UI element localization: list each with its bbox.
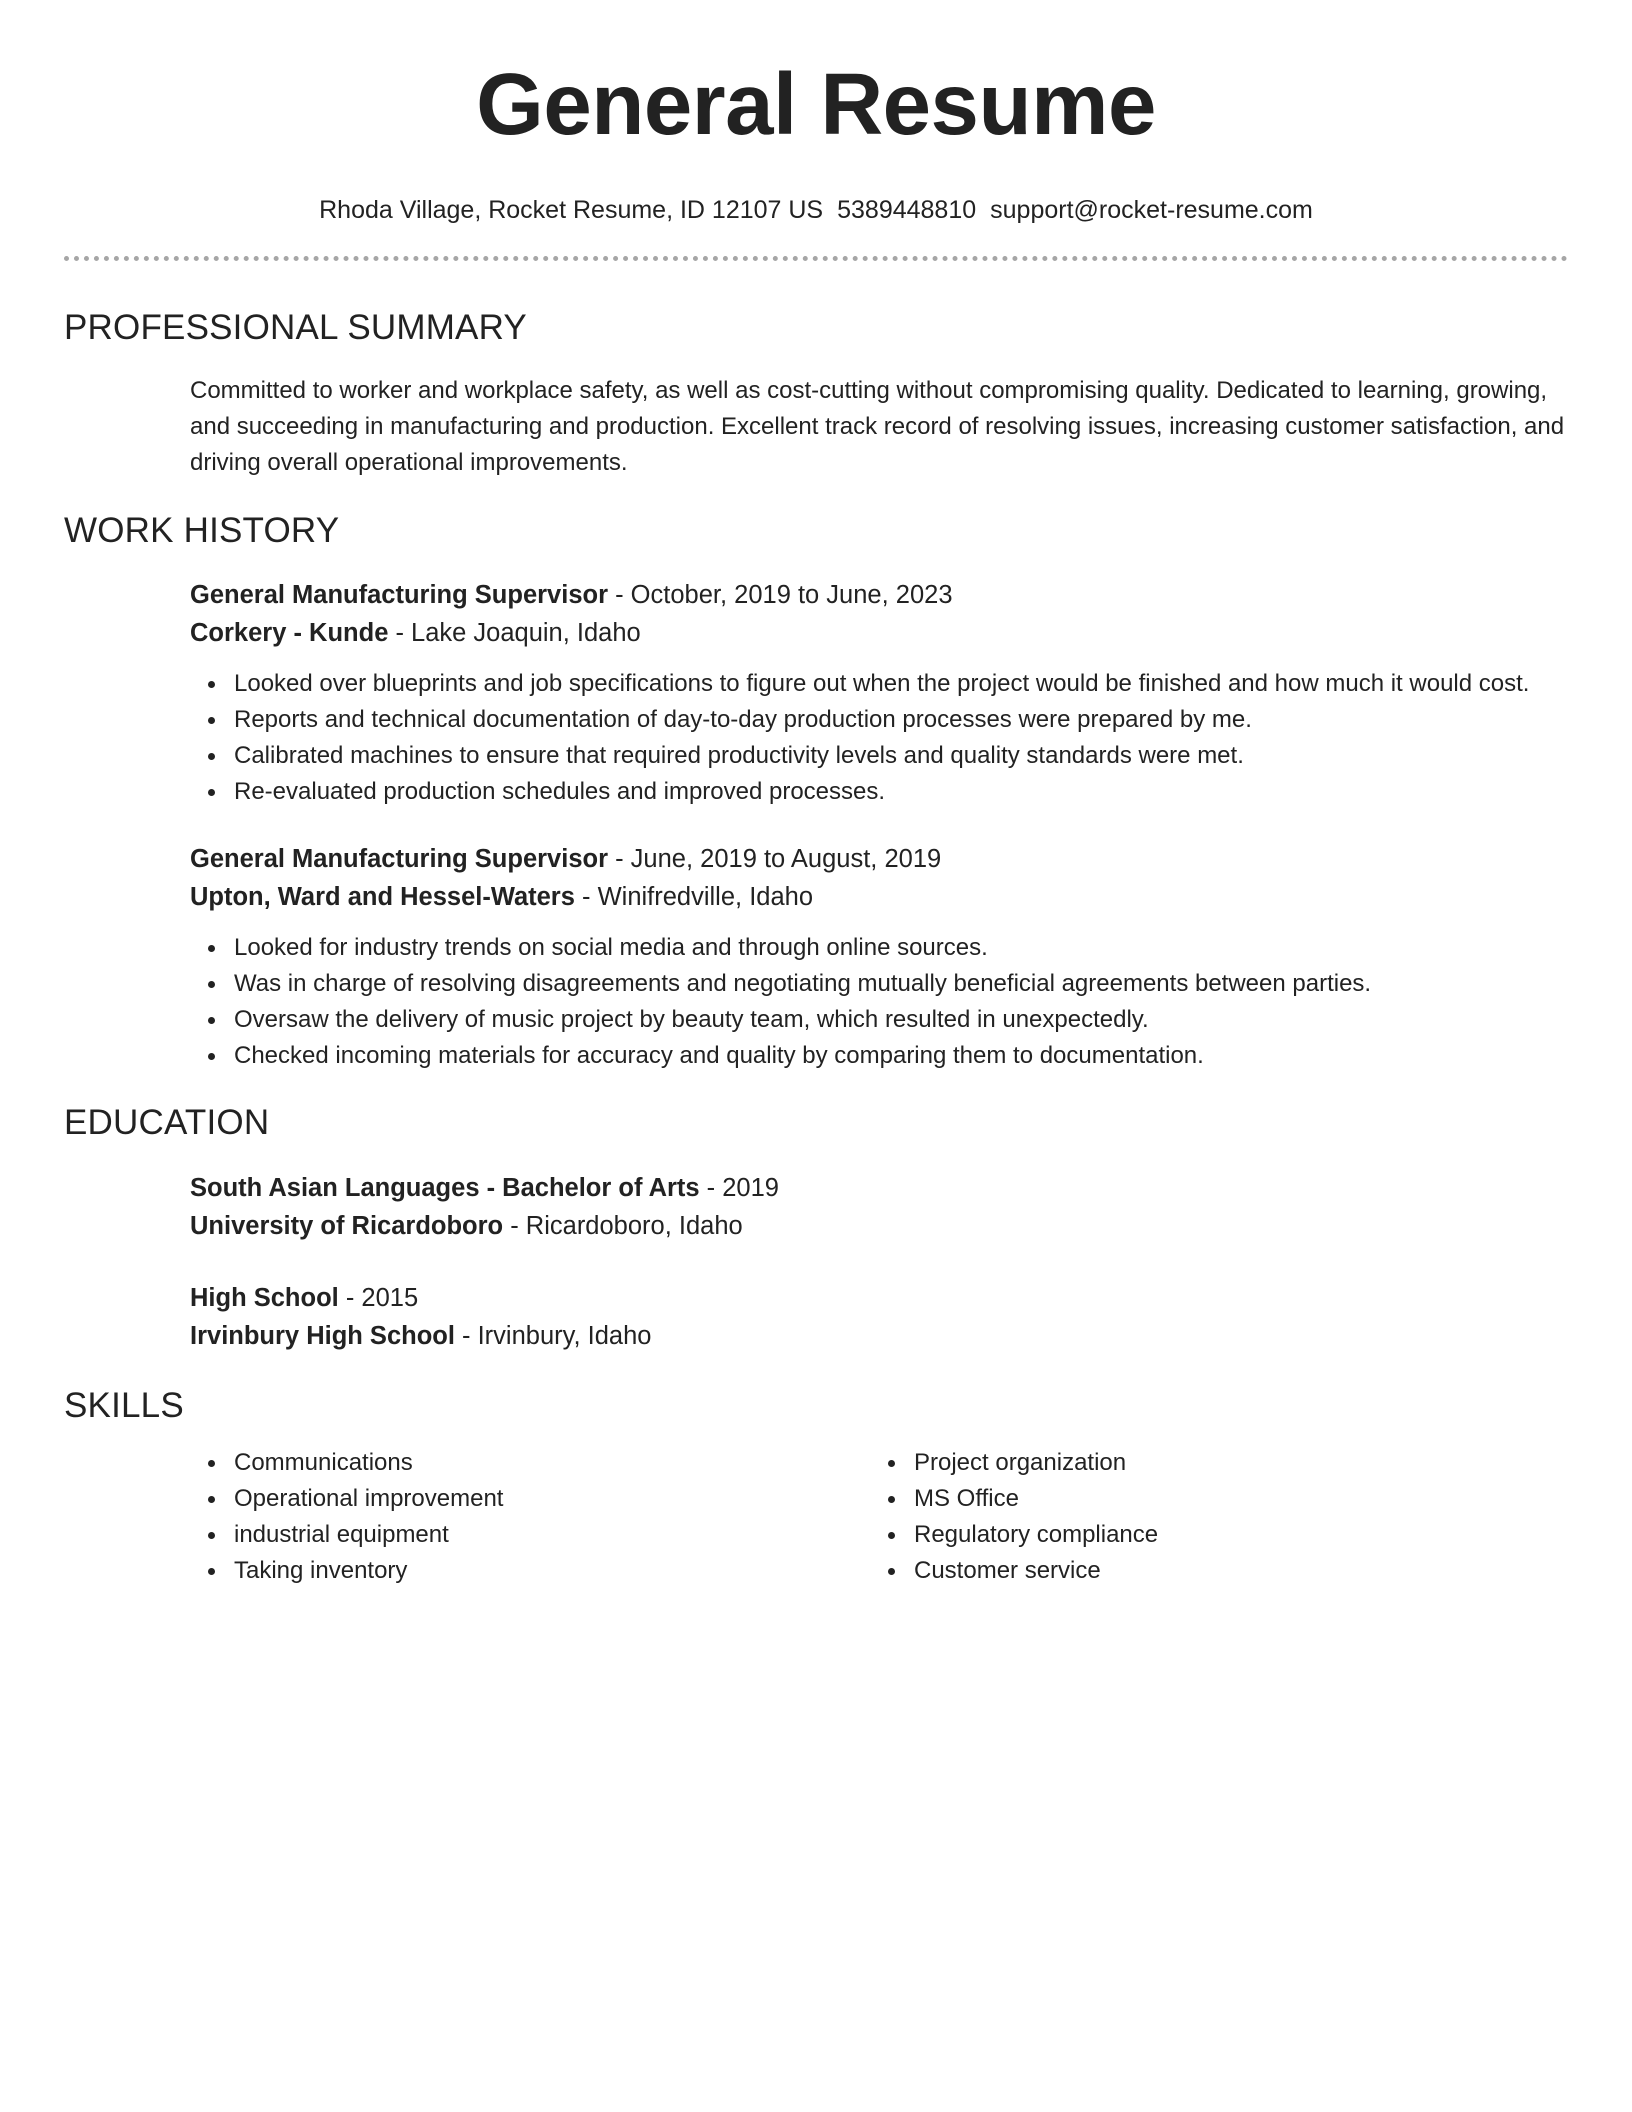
- education-entry: [190, 1279, 1568, 1355]
- job-duty-item: Reports and technical documentation of day-to-day production processes were prepared by me.: [234, 702, 1568, 738]
- job-company: Upton, Ward and Hessel-Waters: [190, 883, 575, 911]
- education-degree: South Asian Languages - Bachelor of Arts: [190, 1174, 700, 1202]
- job-duty-item: Was in charge of resolving disagreements and negotiating mutually beneficial agreements between parties.: [234, 966, 1568, 1002]
- education-year: - 2015: [338, 1284, 419, 1312]
- education-school-line: [190, 1207, 1568, 1245]
- job-duty-item: Re-evaluated production schedules and improved processes.: [234, 774, 1568, 810]
- header-divider: [64, 256, 1568, 261]
- job-duty-item: Checked incoming materials for accuracy and quality by comparing them to documentation.: [234, 1038, 1568, 1074]
- skill-item: industrial equipment: [234, 1517, 870, 1553]
- skills-columns: [190, 1445, 1568, 1589]
- skill-item: Project organization: [914, 1445, 1550, 1481]
- education-degree-line: [190, 1169, 1568, 1207]
- education-location: - Ricardoboro, Idaho: [503, 1212, 743, 1240]
- work-history-section: [64, 576, 1568, 1074]
- contact-address: Rhoda Village, Rocket Resume, ID 12107 US: [319, 196, 824, 224]
- work-history-heading: WORK HISTORY: [64, 511, 340, 550]
- skill-item: Regulatory compliance: [914, 1517, 1550, 1553]
- education-school-line: [190, 1317, 1568, 1355]
- job-company-line: [190, 878, 1568, 916]
- education-degree: High School: [190, 1284, 339, 1312]
- education-location: - Irvinbury, Idaho: [454, 1322, 652, 1350]
- job-duties-list: [190, 666, 1568, 810]
- job-dates: - June, 2019 to August, 2019: [608, 845, 942, 873]
- job-title-line: [190, 840, 1568, 878]
- contact-info: [64, 194, 1568, 226]
- job-duty-item: Calibrated machines to ensure that required productivity levels and quality standards were met.: [234, 738, 1568, 774]
- job-title-line: [190, 576, 1568, 614]
- contact-email: support@rocket-resume.com: [990, 196, 1313, 224]
- job-dates: - October, 2019 to June, 2023: [608, 581, 953, 609]
- job-title: General Manufacturing Supervisor: [190, 845, 609, 873]
- job-location: - Winifredville, Idaho: [574, 883, 814, 911]
- skills-column-right: [870, 1445, 1550, 1589]
- skills-column-left: [190, 1445, 870, 1589]
- summary-section: [64, 373, 1568, 481]
- job-duty-item: Looked over blueprints and job specifications to figure out when the project would be finished and how much it would cost.: [234, 666, 1568, 702]
- education-section: [64, 1169, 1568, 1355]
- job-duty-item: Looked for industry trends on social media and through online sources.: [234, 930, 1568, 966]
- skill-item: MS Office: [914, 1481, 1550, 1517]
- skills-section: [64, 1445, 1568, 1589]
- education-year: - 2019: [699, 1174, 779, 1202]
- job-title: General Manufacturing Supervisor: [190, 581, 609, 609]
- skills-list-right: [870, 1445, 1550, 1589]
- contact-phone: 5389448810: [837, 196, 977, 224]
- skills-list-left: [190, 1445, 870, 1589]
- education-school: University of Ricardoboro: [190, 1212, 504, 1240]
- skills-heading: SKILLS: [64, 1386, 184, 1425]
- summary-text: Committed to worker and workplace safety, as well as cost-cutting without compromising quality. Dedicated to learning, growing, and succeeding in manufacturing and production. Excellent track record of resolving issues, increasing customer satisfaction, and driving overall operational improvements.: [190, 377, 1565, 476]
- education-heading: EDUCATION: [64, 1103, 270, 1142]
- summary-heading: PROFESSIONAL SUMMARY: [64, 308, 527, 347]
- job-duty-item: Oversaw the delivery of music project by beauty team, which resulted in unexpectedly.: [234, 1002, 1568, 1038]
- resume-title: General Resume: [476, 56, 1156, 153]
- education-school: Irvinbury High School: [190, 1322, 455, 1350]
- skill-item: Communications: [234, 1445, 870, 1481]
- skill-item: Taking inventory: [234, 1553, 870, 1589]
- job-duties-list: [190, 930, 1568, 1074]
- education-entry: [190, 1169, 1568, 1245]
- job-company: Corkery - Kunde: [190, 619, 389, 647]
- education-degree-line: [190, 1279, 1568, 1317]
- skill-item: Operational improvement: [234, 1481, 870, 1517]
- job-entry: [190, 840, 1568, 1074]
- skill-item: Customer service: [914, 1553, 1550, 1589]
- job-entry: [190, 576, 1568, 810]
- job-location: - Lake Joaquin, Idaho: [388, 619, 641, 647]
- job-company-line: [190, 614, 1568, 652]
